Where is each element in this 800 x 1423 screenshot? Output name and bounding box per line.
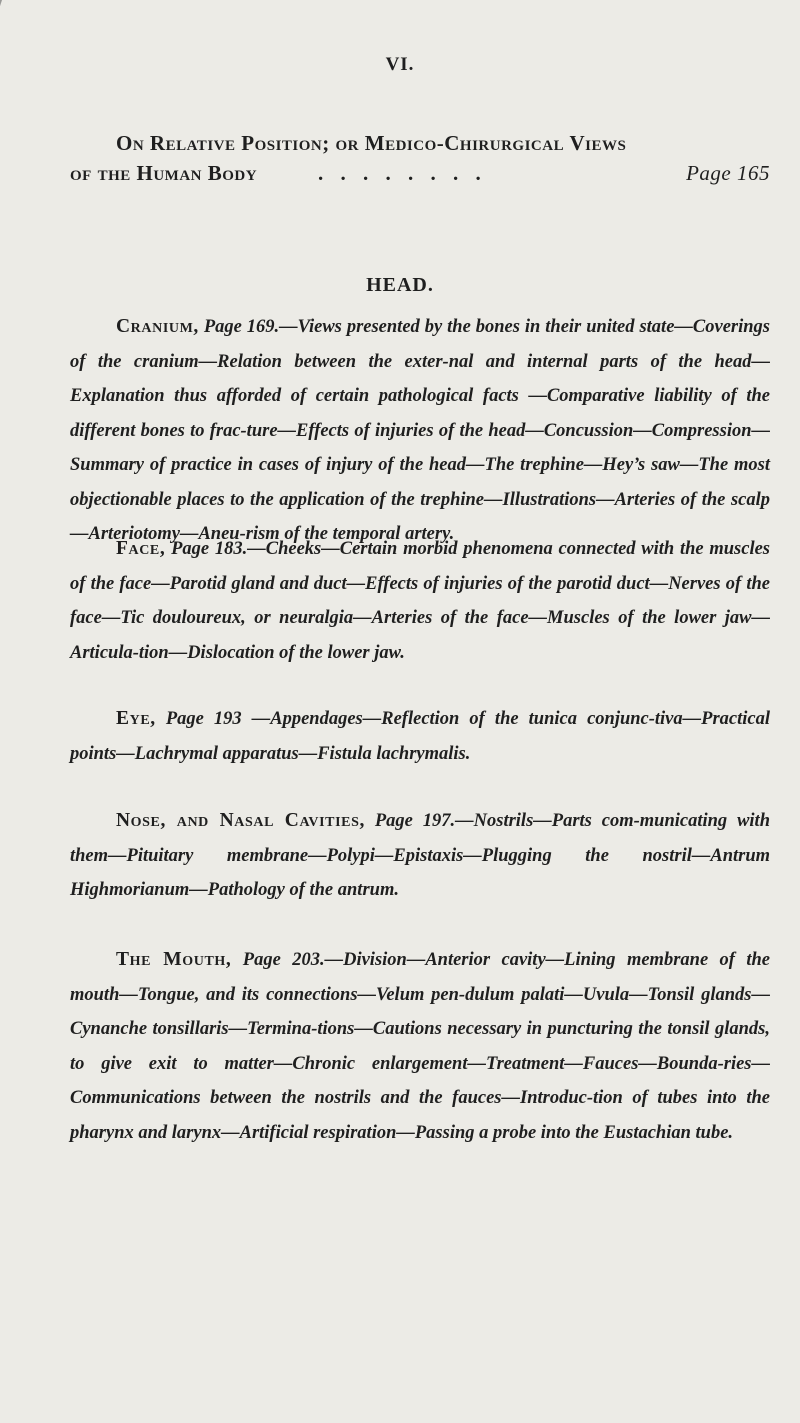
paragraph-face: [70, 532, 770, 670]
chapter-title-line2: of the Human Body: [70, 161, 258, 185]
paragraph-lead: Face,: [116, 538, 166, 559]
page-edge-mark: [0, 0, 24, 60]
paragraph-cranium: [70, 310, 770, 552]
paragraph-text: Page 203.—Division—Anterior cavity—Lining membrane of the mouth—Tongue, and its connections—Velum pen-dulum palati—Uvula—Tonsil glands—Cynanche tonsillaris—Termina-tions—Cautions necessary in puncturing the tonsil glands, to give exit to matter—Chronic enlargement—Treatment—Fauces—Bounda-ries—Communications between the nostrils and the fauces—Introduc-tion of tubes into the pharynx and larynx—Artificial respiration—Passing a probe into the Eustachian tube.: [70, 950, 770, 1143]
chapter-title-line2-row: [70, 158, 770, 188]
paragraph-text: Page 193 —Appendages—Reflection of the tunica conjunc-tiva—Practical points—Lachrymal apparatus—Fistula lachrymalis.: [70, 709, 770, 764]
paragraph-lead: Eye,: [116, 708, 156, 729]
paragraph-text: Page 183.—Cheeks—Certain morbid phenomena connected with the muscles of the face—Parotid gland and duct—Effects of injuries of the parotid duct—Nerves of the face—Tic douloureux, or neuralgia—Arteries of the face—Muscles of the lower jaw—Articula-tion—Dislocation of the lower jaw.: [70, 539, 770, 663]
paragraph-lead: The Mouth,: [116, 949, 232, 970]
section-number: VI.: [385, 54, 415, 75]
chapter-heading: [70, 128, 770, 188]
paragraph-lead: Cranium,: [116, 316, 199, 337]
paragraph-eye: [70, 702, 770, 771]
chapter-title-line1: On Relative Position; or Medico-Chirurgical Views: [116, 131, 627, 155]
chapter-leader-dots: . . . . . . . .: [318, 161, 487, 185]
paragraph-text: Page 169.—Views presented by the bones in their united state—Coverings of the cranium—Relation between the exter-nal and internal parts of the head—Explanation thus afforded of certain pathological facts —Comparative liability of the different bones to frac-ture—Effects of injuries of the head—Concussion—Compression—Summary of practice in cases of injury of the head—The trephine—Hey’s saw—The most objectionable places to the application of the trephine—Illustrations—Arteries of the scalp—Arteriotomy—Aneu-rism of the temporal artery.: [70, 317, 770, 544]
chapter-page-reference: Page 165: [686, 161, 770, 185]
paragraph-mouth: [70, 943, 770, 1150]
region-title: HEAD.: [366, 274, 434, 296]
paragraph-nose: [70, 804, 770, 908]
paragraph-text: Page 197.—Nostrils—Parts com-municating with them—Pituitary membrane—Polypi—Epistaxis—Plugging the nostril—Antrum Highmorianum—Pathology of the antrum.: [70, 811, 770, 900]
paragraph-lead: Nose, and Nasal Cavities,: [116, 810, 365, 831]
